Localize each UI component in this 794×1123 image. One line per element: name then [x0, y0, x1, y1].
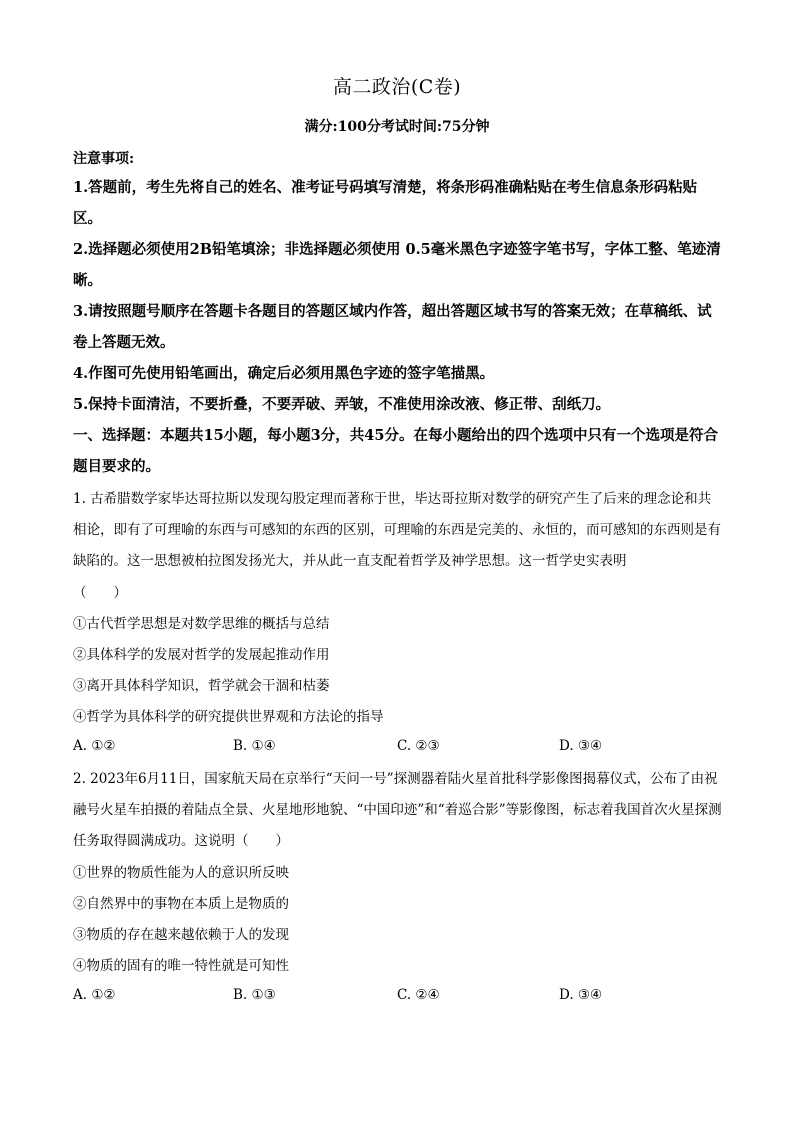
question-1-option-4: ④哲学为具体科学的研究提供世界观和方法论的指导 — [73, 709, 384, 725]
notice-item-1: 1.答题前，考生先将自己的姓名、准考证号码填写清楚，将条形码准确粘贴在考生信息条形码粘贴区。 — [73, 179, 698, 227]
question-1-option-2: ②具体科学的发展对哲学的发展起推动作用 — [73, 647, 330, 663]
question-2-option-1: ①世界的物质性能为人的意识所反映 — [73, 865, 289, 881]
question-1-choices — [73, 738, 723, 758]
notice-heading: 注意事项: — [73, 151, 135, 167]
question-1-option-3: ③离开具体科学知识，哲学就会干涸和枯萎 — [73, 678, 330, 694]
choice-d[interactable]: D. ③④ — [559, 987, 603, 1003]
section-heading: 一、选择题：本题共15小题，每小题3分，共45分。在每小题给出的四个选项中只有一个选项是符合题目要求的。 — [73, 427, 718, 475]
question-2-option-2: ②自然界中的事物在本质上是物质的 — [73, 896, 289, 912]
question-2-stem: 2. 2023年6月11日，国家航天局在京举行“天问一号”探测器着陆火星首批科学影像图揭幕仪式，公布了由祝融号火星车拍摄的着陆点全景、火星地形地貌、“中国印迹”和“着巡合影”等影像图，标志着我国首次火星探测任务取得圆满成功。这说明（ ） — [73, 771, 722, 849]
question-2-choices — [73, 987, 723, 1007]
notice-item-2: 2.选择题必须使用2B铅笔填涂；非选择题必须使用 0.5毫米黑色字迹签字笔书写，字体工整、笔迹清晰。 — [73, 241, 721, 289]
choice-a[interactable]: A. ①② — [73, 987, 116, 1003]
page-title: 高二政治(C卷) — [332, 76, 462, 98]
notice-item-4: 4.作图可先使用铅笔画出，确定后必须用黑色字迹的签字笔描黑。 — [73, 365, 495, 382]
choice-c[interactable]: C. ②④ — [397, 987, 440, 1003]
choice-b[interactable]: B. ①④ — [233, 738, 276, 754]
question-1-option-1: ①古代哲学思想是对数学思维的概括与总结 — [73, 616, 330, 632]
choice-d[interactable]: D. ③④ — [559, 738, 603, 754]
choice-a[interactable]: A. ①② — [73, 738, 116, 754]
notice-item-5: 5.保持卡面清洁，不要折叠，不要弄破、弄皱，不准使用涂改液、修正带、刮纸刀。 — [73, 396, 611, 413]
choice-c[interactable]: C. ②③ — [397, 738, 440, 754]
exam-info: 满分:100分考试时间:75分钟 — [304, 119, 490, 135]
choice-b[interactable]: B. ①③ — [233, 987, 276, 1003]
question-1-stem: 1. 古希腊数学家毕达哥拉斯以发现勾股定理而著称于世，毕达哥拉斯对数学的研究产生了后来的理念论和共相论，即有了可理喻的东西与可感知的东西的区别，可理喻的东西是完美的、永恒的，而可感知的东西则是有缺陷的。这一思想被柏拉图发扬光大，并从此一直支配着哲学及神学思想。这一哲学史实表明 — [73, 491, 721, 569]
question-2-option-3: ③物质的存在越来越依赖于人的发现 — [73, 927, 289, 943]
notice-item-3: 3.请按照题号顺序在答题卡各题目的答题区域内作答，超出答题区域书写的答案无效；在草稿纸、试卷上答题无效。 — [73, 303, 712, 351]
question-1-blank: （ ） — [73, 585, 127, 601]
question-2-option-4: ④物质的固有的唯一特性就是可知性 — [73, 958, 289, 974]
